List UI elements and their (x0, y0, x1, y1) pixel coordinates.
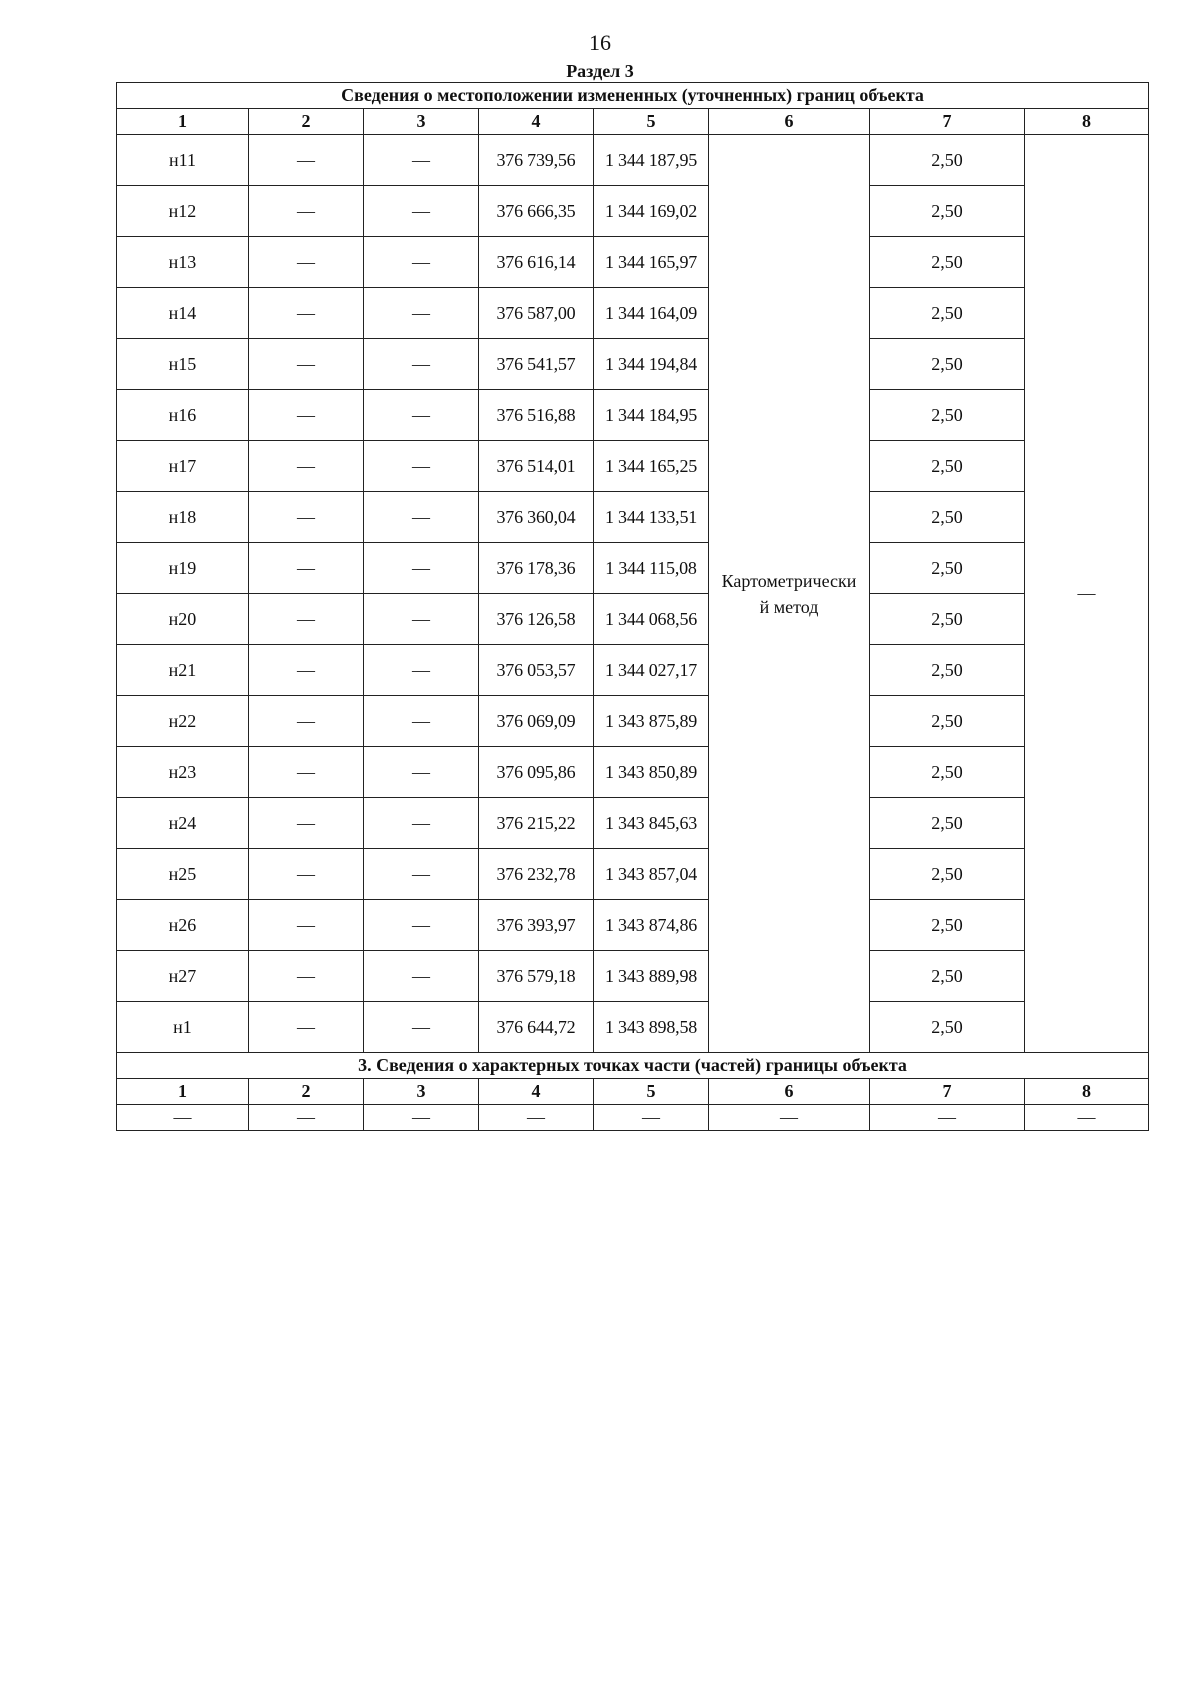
column-header: 1 (117, 109, 249, 135)
coord-y: 1 344 184,95 (594, 390, 709, 441)
col2-value: — (249, 237, 364, 288)
table-row (117, 186, 1149, 237)
table-row (117, 645, 1149, 696)
point-name: н23 (117, 747, 249, 798)
column-header: 5 (594, 1079, 709, 1105)
accuracy-value: 2,50 (870, 237, 1025, 288)
col2-value: — (249, 951, 364, 1002)
accuracy-value: 2,50 (870, 390, 1025, 441)
point-name: н22 (117, 696, 249, 747)
column-header: 8 (1025, 1079, 1149, 1105)
coord-y: 1 344 165,97 (594, 237, 709, 288)
coord-y: 1 343 874,86 (594, 900, 709, 951)
col2-value: — (249, 849, 364, 900)
dash-cell: — (479, 1105, 594, 1131)
col3-value: — (364, 798, 479, 849)
col8-value: — (1025, 135, 1149, 1053)
dash-cell: — (870, 1105, 1025, 1131)
table1-caption: Сведения о местоположении измененных (уточненных) границ объекта (117, 83, 1149, 109)
point-name: н12 (117, 186, 249, 237)
accuracy-value: 2,50 (870, 543, 1025, 594)
coord-x: 376 069,09 (479, 696, 594, 747)
table-row (117, 288, 1149, 339)
coord-x: 376 360,04 (479, 492, 594, 543)
col3-value: — (364, 339, 479, 390)
col2-value: — (249, 594, 364, 645)
column-header: 8 (1025, 109, 1149, 135)
coord-x: 376 514,01 (479, 441, 594, 492)
table-row (117, 237, 1149, 288)
col2-value: — (249, 135, 364, 186)
table-row (117, 594, 1149, 645)
coord-x: 376 232,78 (479, 849, 594, 900)
table2-caption: 3. Сведения о характерных точках части (частей) границы объекта (117, 1053, 1149, 1079)
table-row (117, 849, 1149, 900)
col2-value: — (249, 441, 364, 492)
col2-value: — (249, 696, 364, 747)
coord-x: 376 616,14 (479, 237, 594, 288)
accuracy-value: 2,50 (870, 492, 1025, 543)
table-row (117, 951, 1149, 1002)
table-row (117, 1002, 1149, 1053)
coord-x: 376 587,00 (479, 288, 594, 339)
table-row (117, 390, 1149, 441)
accuracy-value: 2,50 (870, 645, 1025, 696)
point-name: н15 (117, 339, 249, 390)
accuracy-value: 2,50 (870, 186, 1025, 237)
table-row (117, 747, 1149, 798)
point-name: н27 (117, 951, 249, 1002)
accuracy-value: 2,50 (870, 798, 1025, 849)
coord-x: 376 644,72 (479, 1002, 594, 1053)
point-name: н16 (117, 390, 249, 441)
coord-y: 1 344 133,51 (594, 492, 709, 543)
boundary-table (116, 82, 1149, 1131)
point-name: н19 (117, 543, 249, 594)
coord-x: 376 053,57 (479, 645, 594, 696)
accuracy-value: 2,50 (870, 900, 1025, 951)
coord-y: 1 343 889,98 (594, 951, 709, 1002)
col2-value: — (249, 900, 364, 951)
col3-value: — (364, 492, 479, 543)
table-row (117, 492, 1149, 543)
page-number: 16 (589, 30, 611, 55)
point-name: н25 (117, 849, 249, 900)
col2-value: — (249, 339, 364, 390)
point-name: н11 (117, 135, 249, 186)
col3-value: — (364, 849, 479, 900)
dash-cell: — (117, 1105, 249, 1131)
method-cell (709, 135, 870, 1053)
table-row (117, 1105, 1149, 1131)
col3-value: — (364, 1002, 479, 1053)
coord-x: 376 666,35 (479, 186, 594, 237)
method-line1: Картометрически (721, 570, 857, 591)
coord-x: 376 126,58 (479, 594, 594, 645)
coord-x: 376 178,36 (479, 543, 594, 594)
col2-value: — (249, 543, 364, 594)
col3-value: — (364, 390, 479, 441)
method-line2: й метод (759, 596, 819, 617)
accuracy-value: 2,50 (870, 441, 1025, 492)
coord-y: 1 344 165,25 (594, 441, 709, 492)
table-row (117, 696, 1149, 747)
column-header: 1 (117, 1079, 249, 1105)
col2-value: — (249, 186, 364, 237)
point-name: н24 (117, 798, 249, 849)
col2-value: — (249, 288, 364, 339)
column-header: 7 (870, 109, 1025, 135)
col2-value: — (249, 492, 364, 543)
column-header: 2 (249, 1079, 364, 1105)
column-header: 6 (709, 109, 870, 135)
table-row (117, 135, 1149, 186)
table-row (117, 798, 1149, 849)
dash-cell: — (364, 1105, 479, 1131)
col3-value: — (364, 288, 479, 339)
col3-value: — (364, 900, 479, 951)
table-row (117, 441, 1149, 492)
col3-value: — (364, 237, 479, 288)
table2-caption-row (117, 1053, 1149, 1079)
coord-y: 1 344 187,95 (594, 135, 709, 186)
col3-value: — (364, 543, 479, 594)
dash-cell: — (1025, 1105, 1149, 1131)
column-header: 7 (870, 1079, 1025, 1105)
coord-x: 376 095,86 (479, 747, 594, 798)
col3-value: — (364, 747, 479, 798)
column-header: 2 (249, 109, 364, 135)
table-row (117, 543, 1149, 594)
coord-x: 376 739,56 (479, 135, 594, 186)
col2-value: — (249, 798, 364, 849)
accuracy-value: 2,50 (870, 1002, 1025, 1053)
section-title: Раздел 3 (566, 61, 634, 81)
table-row (117, 900, 1149, 951)
column-header: 5 (594, 109, 709, 135)
column-header: 3 (364, 1079, 479, 1105)
coord-x: 376 215,22 (479, 798, 594, 849)
table-row (117, 339, 1149, 390)
accuracy-value: 2,50 (870, 747, 1025, 798)
col2-value: — (249, 1002, 364, 1053)
coord-y: 1 343 875,89 (594, 696, 709, 747)
point-name: н21 (117, 645, 249, 696)
accuracy-value: 2,50 (870, 339, 1025, 390)
col2-value: — (249, 645, 364, 696)
coord-y: 1 344 027,17 (594, 645, 709, 696)
coord-y: 1 343 850,89 (594, 747, 709, 798)
accuracy-value: 2,50 (870, 594, 1025, 645)
point-name: н14 (117, 288, 249, 339)
col3-value: — (364, 594, 479, 645)
table1-header-row (117, 109, 1149, 135)
accuracy-value: 2,50 (870, 951, 1025, 1002)
point-name: н26 (117, 900, 249, 951)
accuracy-value: 2,50 (870, 135, 1025, 186)
point-name: н17 (117, 441, 249, 492)
coord-y: 1 344 164,09 (594, 288, 709, 339)
column-header: 3 (364, 109, 479, 135)
col3-value: — (364, 186, 479, 237)
coord-x: 376 541,57 (479, 339, 594, 390)
point-name: н1 (117, 1002, 249, 1053)
coord-y: 1 343 845,63 (594, 798, 709, 849)
accuracy-value: 2,50 (870, 696, 1025, 747)
col3-value: — (364, 951, 479, 1002)
point-name: н18 (117, 492, 249, 543)
col3-value: — (364, 696, 479, 747)
coord-y: 1 343 898,58 (594, 1002, 709, 1053)
col2-value: — (249, 747, 364, 798)
table2-header-row (117, 1079, 1149, 1105)
column-header: 6 (709, 1079, 870, 1105)
accuracy-value: 2,50 (870, 849, 1025, 900)
dash-cell: — (249, 1105, 364, 1131)
col2-value: — (249, 390, 364, 441)
point-name: н20 (117, 594, 249, 645)
dash-cell: — (709, 1105, 870, 1131)
coord-x: 376 516,88 (479, 390, 594, 441)
coord-y: 1 344 194,84 (594, 339, 709, 390)
coord-y: 1 343 857,04 (594, 849, 709, 900)
point-name: н13 (117, 237, 249, 288)
coord-x: 376 393,97 (479, 900, 594, 951)
coord-y: 1 344 169,02 (594, 186, 709, 237)
coord-x: 376 579,18 (479, 951, 594, 1002)
dash-cell: — (594, 1105, 709, 1131)
coord-y: 1 344 115,08 (594, 543, 709, 594)
column-header: 4 (479, 109, 594, 135)
column-header: 4 (479, 1079, 594, 1105)
accuracy-value: 2,50 (870, 288, 1025, 339)
col3-value: — (364, 441, 479, 492)
col3-value: — (364, 135, 479, 186)
col3-value: — (364, 645, 479, 696)
coord-y: 1 344 068,56 (594, 594, 709, 645)
table1-caption-row (117, 83, 1149, 109)
